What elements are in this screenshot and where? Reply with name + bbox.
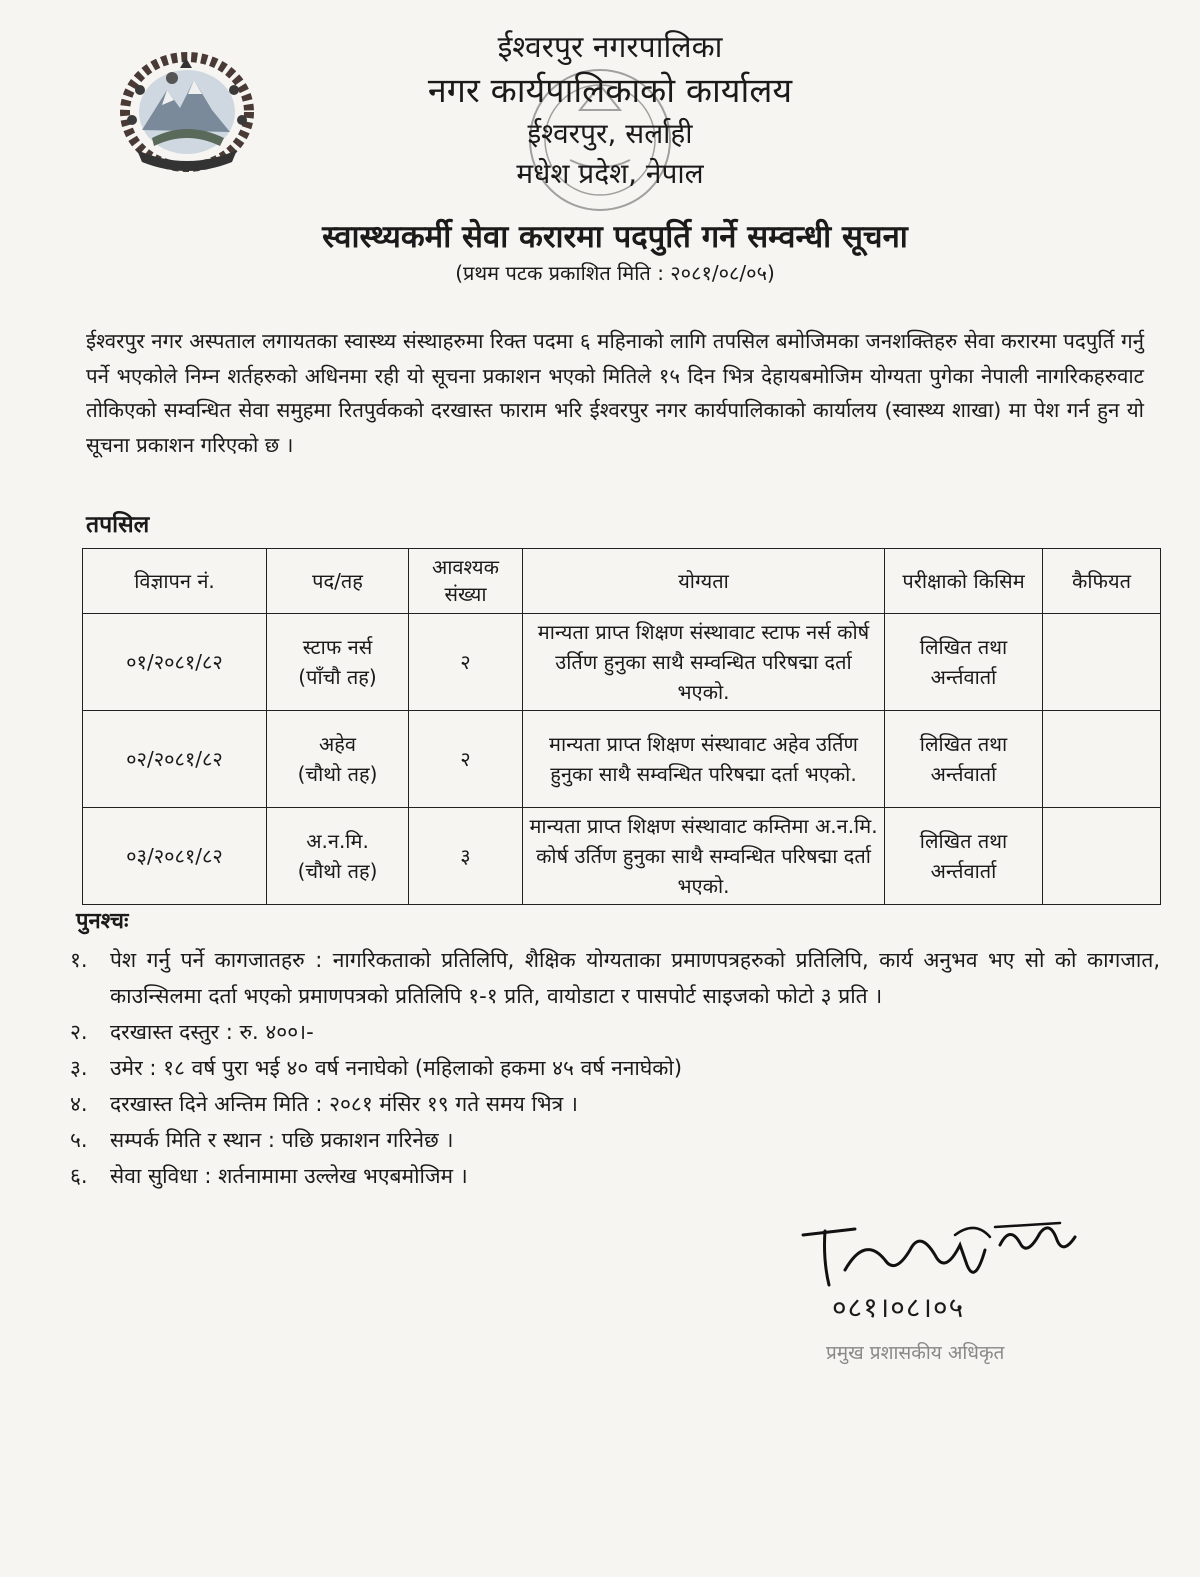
list-item bbox=[70, 1050, 1160, 1086]
qualification-cell: मान्यता प्राप्त शिक्षण संस्थावाट कम्तिमा अ.न.मि. कोर्ष उर्तिण हुनुका साथै सम्वन्धित परिषद्मा दर्ता भएको. bbox=[523, 808, 885, 905]
exam-cell: लिखित तथा अर्न्तवार्ता bbox=[885, 808, 1043, 905]
nepal-emblem-logo bbox=[112, 50, 262, 180]
list-item bbox=[70, 1158, 1160, 1194]
notice-title: स्वास्थ्यकर्मी सेवा करारमा पदपुर्ति गर्ने सम्वन्धी सूचना bbox=[322, 219, 908, 255]
municipality-name: ईश्वरपुर नगरपालिका bbox=[497, 30, 723, 65]
notes-list bbox=[70, 942, 1160, 1194]
exam-cell: लिखित तथा अर्न्तवार्ता bbox=[885, 614, 1043, 711]
published-date: (प्रथम पटक प्रकाशित मिति : २०८१/०८/०५) bbox=[455, 261, 775, 285]
note-number: ५. bbox=[70, 1128, 88, 1152]
note-number: २. bbox=[70, 1020, 88, 1044]
ad-no-cell: ०१/२०८१/८२ bbox=[83, 614, 267, 711]
office-address: ईश्वरपुर, सर्लाही bbox=[527, 117, 693, 150]
exam-cell: लिखित तथा अर्न्तवार्ता bbox=[885, 711, 1043, 808]
list-item bbox=[70, 1122, 1160, 1158]
header-qualification: योग्यता bbox=[523, 549, 885, 614]
count-cell: २ bbox=[409, 711, 523, 808]
post-cell bbox=[267, 711, 409, 808]
post-cell bbox=[267, 614, 409, 711]
schedule-label: तपसिल bbox=[86, 512, 150, 538]
table-header-row bbox=[83, 549, 1161, 614]
note-text: उमेर : १८ वर्ष पुरा भई ४० वर्ष ननाघेको (महिलाको हकमा ४५ वर्ष ननाघेको) bbox=[110, 1056, 683, 1080]
qualification-cell: मान्यता प्राप्त शिक्षण संस्थावाट स्टाफ नर्स कोर्ष उर्तिण हुनुका साथै सम्वन्धित परिषद्मा दर्ता भएको. bbox=[523, 614, 885, 711]
post-level: (चौथो तह) bbox=[297, 762, 378, 786]
note-text: सम्पर्क मिति र स्थान : पछि प्रकाशन गरिनेछ । bbox=[110, 1128, 454, 1152]
remarks-cell bbox=[1043, 808, 1161, 905]
office-header bbox=[300, 28, 920, 194]
postscript-label: पुनश्चः bbox=[76, 909, 129, 934]
post-level: (चौथो तह) bbox=[297, 859, 378, 883]
handwritten-signature bbox=[795, 1215, 1085, 1295]
note-text: सेवा सुविधा : शर्तनामामा उल्लेख भएबमोजिम । bbox=[110, 1164, 468, 1188]
office-name: नगर कार्यपालिकाको कार्यालय bbox=[427, 71, 793, 111]
intro-paragraph: ईश्वरपुर नगर अस्पताल लगायतका स्वास्थ्य संस्थाहरुमा रिक्त पदमा ६ महिनाको लागि तपसिल बमोजिमका जनशक्तिहरु सेवा करारमा पदपुर्ति गर्नु पर्ने भएकोले निम्न शर्तहरुको अधिनमा रही यो सूचना प्रकाशन भएको मितिले १५ दिन भित्र देहायबमोजिम योग्यता पुगेका नेपाली नागरिकहरुवाट तोकिएको सम्वन्धित सेवा समुहमा रितपुर्वकको दरखास्त फाराम भरि ईश्वरपुर नगर कार्यपालिकाको कार्यालय (स्वास्थ्य शाखा) मा पेश गर्न हुन यो सूचना प्रकाशन गरिएको छ । bbox=[86, 329, 1144, 457]
ad-no-cell: ०३/२०८१/८२ bbox=[83, 808, 267, 905]
post-name: स्टाफ नर्स bbox=[302, 635, 373, 659]
note-number: १. bbox=[70, 948, 88, 972]
signatory-title: प्रमुख प्रशासकीय अधिकृत bbox=[826, 1342, 1005, 1364]
header-post: पद/तह bbox=[267, 549, 409, 614]
post-level: (पाँचौ तह) bbox=[298, 665, 377, 689]
note-number: ४. bbox=[70, 1092, 88, 1116]
header-exam-type: परीक्षाको किसिम bbox=[885, 549, 1043, 614]
table-row bbox=[83, 614, 1161, 711]
count-cell: २ bbox=[409, 614, 523, 711]
count-cell: ३ bbox=[409, 808, 523, 905]
note-number: ३. bbox=[70, 1056, 88, 1080]
list-item bbox=[70, 942, 1160, 1014]
list-item bbox=[70, 1014, 1160, 1050]
post-name: अ.न.मि. bbox=[306, 829, 369, 853]
post-name: अहेव bbox=[318, 732, 357, 756]
ad-no-cell: ०२/२०८१/८२ bbox=[83, 711, 267, 808]
header-ad-no: विज्ञापन नं. bbox=[83, 549, 267, 614]
note-text: दरखास्त दिने अन्तिम मिति : २०८१ मंसिर १९ गते समय भित्र । bbox=[110, 1092, 578, 1116]
vacancy-table bbox=[82, 548, 1161, 905]
post-cell bbox=[267, 808, 409, 905]
table-row bbox=[83, 808, 1161, 905]
note-number: ६. bbox=[70, 1164, 88, 1188]
qualification-cell: मान्यता प्राप्त शिक्षण संस्थावाट अहेव उर्तिण हुनुका साथै सम्वन्धित परिषद्मा दर्ता भएको. bbox=[523, 711, 885, 808]
remarks-cell bbox=[1043, 711, 1161, 808]
note-text: पेश गर्नु पर्ने कागजातहरु : नागरिकताको प्रतिलिपि, शैक्षिक योग्यताका प्रमाणपत्रहरुको प्रतिलिपि, कार्य अनुभव भए सो को कागजात, काउन्सिलमा दर्ता भएको प्रमाणपत्रको प्रतिलिपि १-१ प्रति, वायोडाटा र पासपोर्ट साइजको फोटो ३ प्रति । bbox=[110, 948, 1160, 1008]
remarks-cell bbox=[1043, 614, 1161, 711]
list-item bbox=[70, 1086, 1160, 1122]
header-remarks: कैफियत bbox=[1043, 549, 1161, 614]
signature-date: ०८१।०८।०५ bbox=[832, 1291, 965, 1324]
note-text: दरखास्त दस्तुर : रु. ४००।- bbox=[110, 1020, 314, 1044]
office-province: मधेश प्रदेश, नेपाल bbox=[516, 157, 704, 190]
table-row bbox=[83, 711, 1161, 808]
header-count: आवश्यक संख्या bbox=[409, 549, 523, 614]
